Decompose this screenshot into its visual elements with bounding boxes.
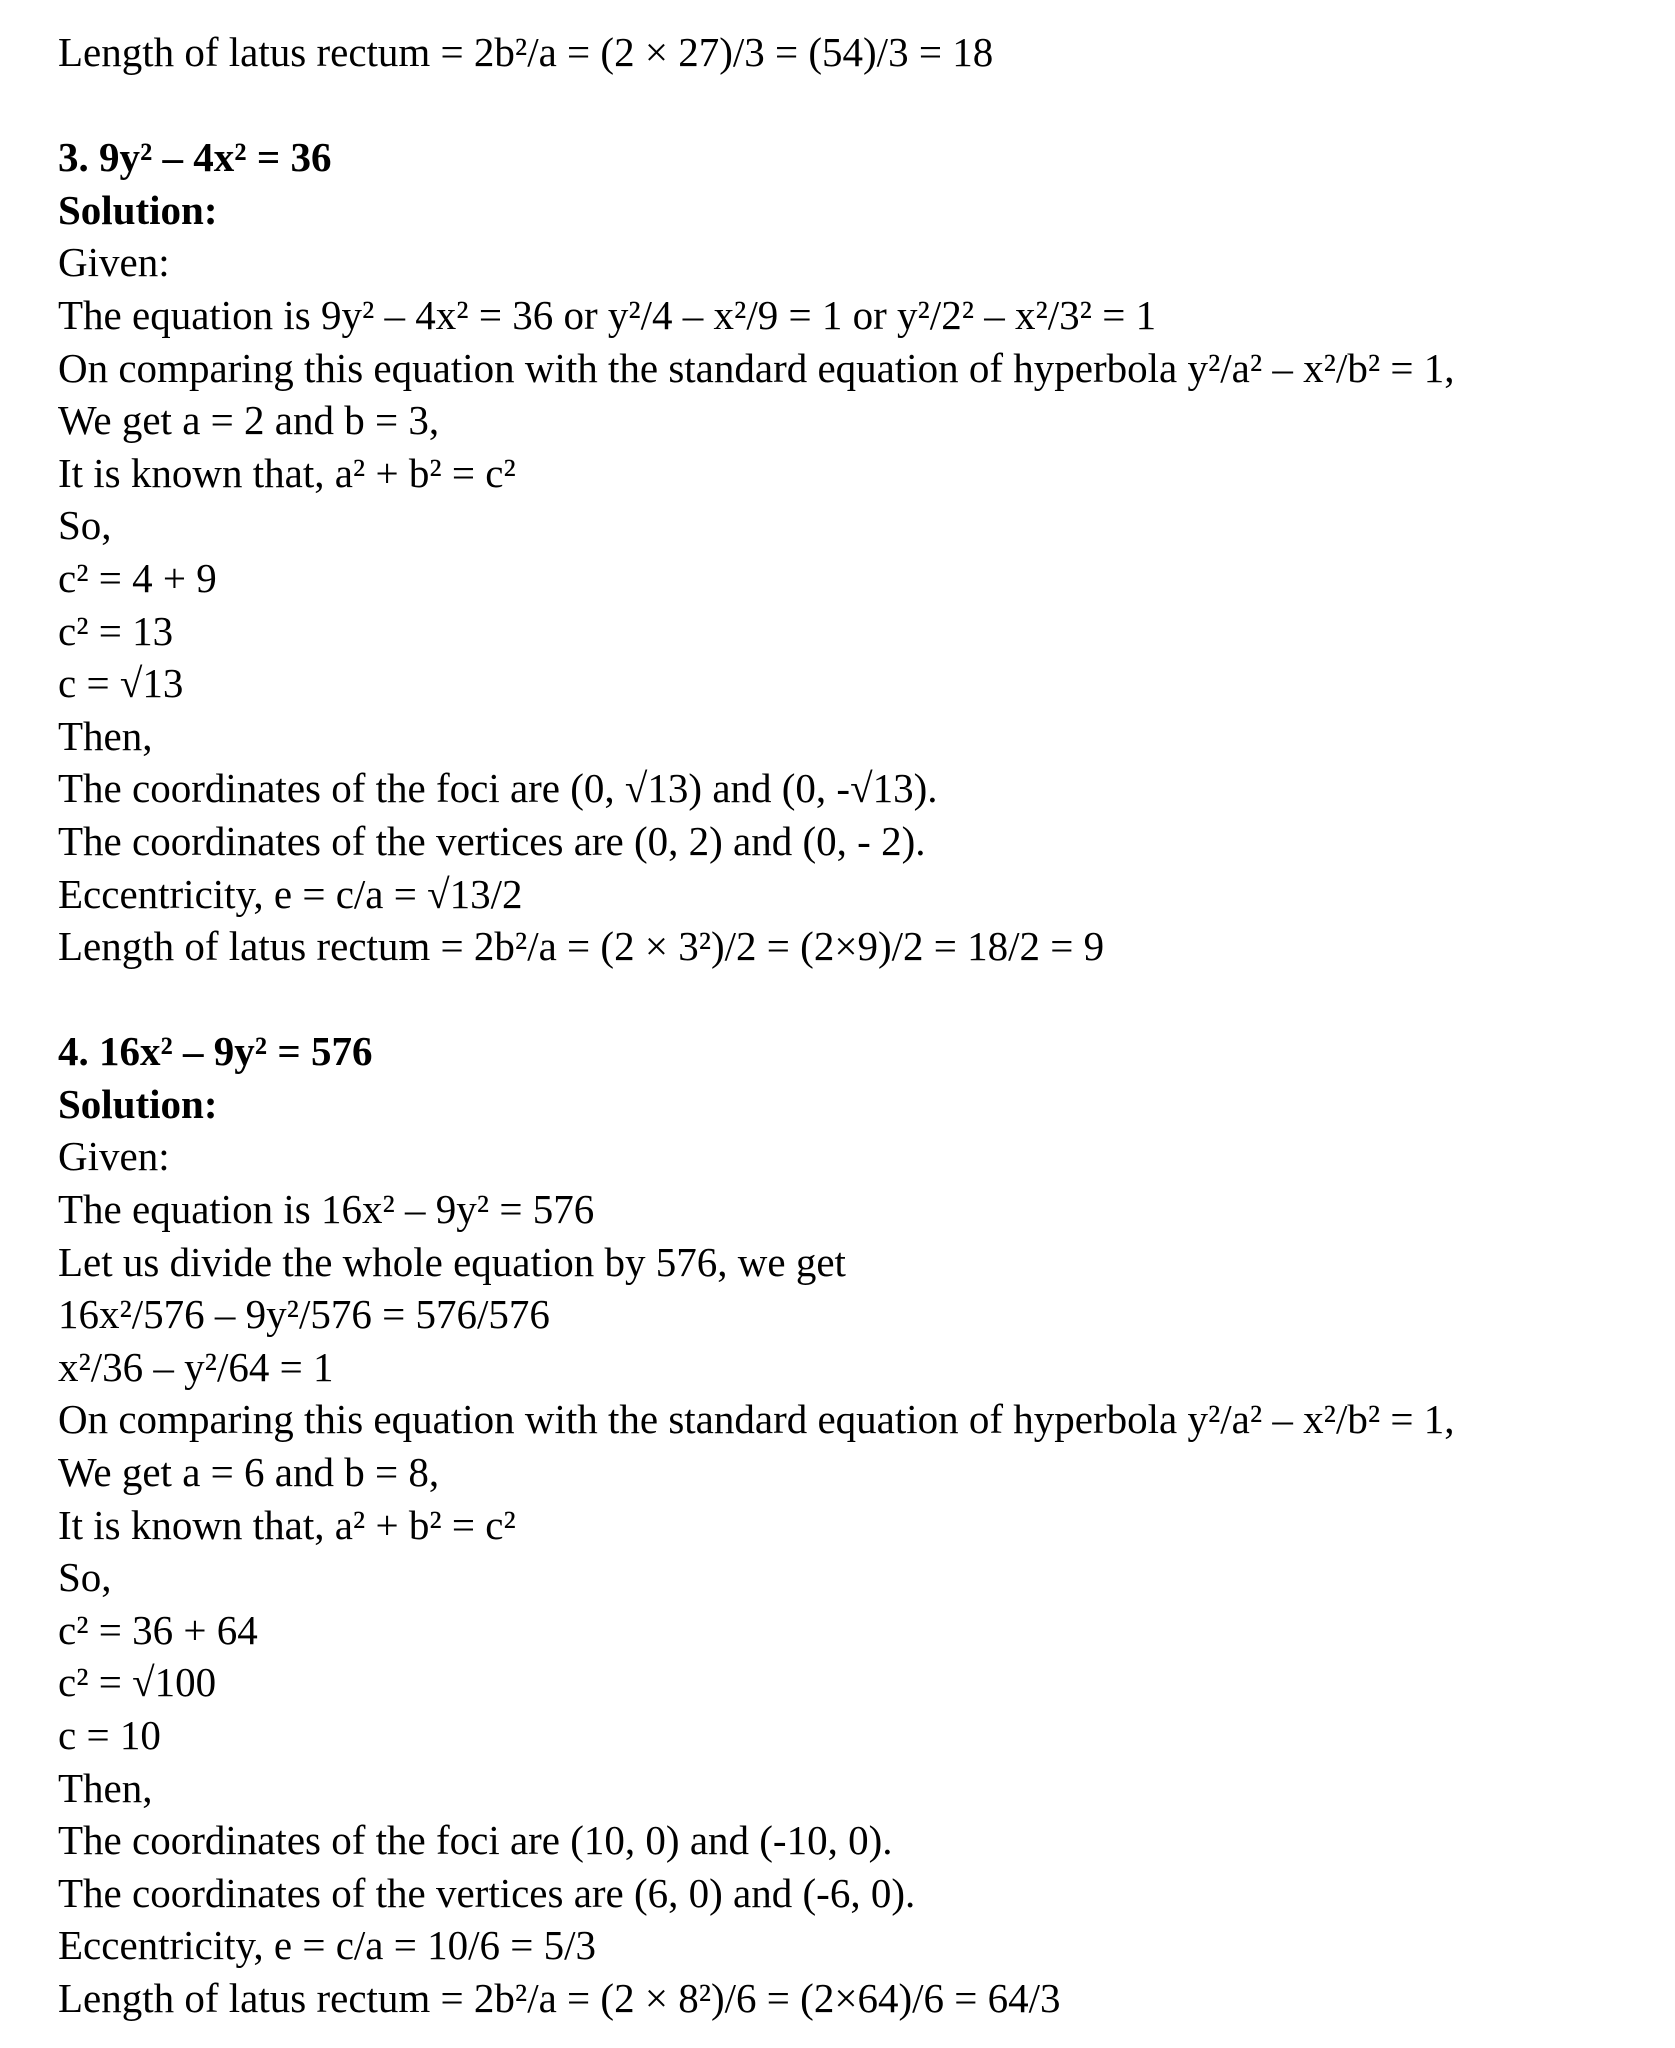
section-heading: 4. 16x² – 9y² = 576 [58,1028,373,1075]
text-line: It is known that, a² + b² = c² [58,1501,516,1548]
text-line: We get a = 2 and b = 3, [58,397,440,444]
text-line: x²/36 – y²/64 = 1 [58,1343,334,1390]
text-line: The coordinates of the vertices are (6, 0) and (-6, 0). [58,1869,916,1916]
text-line: So, [58,502,112,549]
text-line: c = √13 [58,660,184,707]
text-line: Eccentricity, e = c/a = 10/6 = 5/3 [58,1922,597,1969]
text-line: Then, [58,712,153,759]
text-line: c² = √100 [58,1659,217,1706]
text-line: Length of latus rectum = 2b²/a = (2 × 27)/3 = (54)/3 = 18 [58,29,994,75]
text-line: It is known that, a² + b² = c² [58,449,516,496]
text-line: So, [58,1554,112,1601]
text-line: Let us divide the whole equation by 576, we get [58,1238,846,1285]
text-line: The coordinates of the foci are (10, 0) and (-10, 0). [58,1817,893,1864]
text-line: c² = 13 [58,607,174,654]
text-line: The equation is 9y² – 4x² = 36 or y²/4 – x²/9 = 1 or y²/2² – x²/3² = 1 [58,291,1157,338]
text-line: Eccentricity, e = c/a = √13/2 [58,870,523,917]
text-line: Length of latus rectum = 2b²/a = (2 × 3²)/2 = (2×9)/2 = 18/2 = 9 [58,923,1105,970]
text-line: c = 10 [58,1712,161,1758]
blank-line [58,973,1665,1026]
text-line: Length of latus rectum = 2b²/a = (2 × 8²)/6 = (2×64)/6 = 64/3 [58,1974,1061,2021]
section-heading: Solution: [58,1080,218,1127]
document-body [58,26,1665,2025]
section-heading: Solution: [58,186,218,233]
text-line: Given: [58,1133,170,1180]
text-line: c² = 36 + 64 [58,1606,258,1653]
text-line: We get a = 6 and b = 8, [58,1449,440,1496]
section-heading: 3. 9y² – 4x² = 36 [58,134,332,181]
text-line: 16x²/576 – 9y²/576 = 576/576 [58,1291,550,1338]
text-line: Then, [58,1764,153,1811]
text-line: The coordinates of the vertices are (0, 2) and (0, - 2). [58,817,926,864]
text-line: The coordinates of the foci are (0, √13) and (0, -√13). [58,765,938,812]
text-line: c² = 4 + 9 [58,554,217,601]
text-line: Given: [58,239,170,286]
text-line: On comparing this equation with the standard equation of hyperbola y²/a² – x²/b² = 1, [58,344,1455,391]
blank-line [58,79,1665,132]
text-line: The equation is 16x² – 9y² = 576 [58,1186,595,1233]
text-line: On comparing this equation with the standard equation of hyperbola y²/a² – x²/b² = 1, [58,1396,1455,1443]
